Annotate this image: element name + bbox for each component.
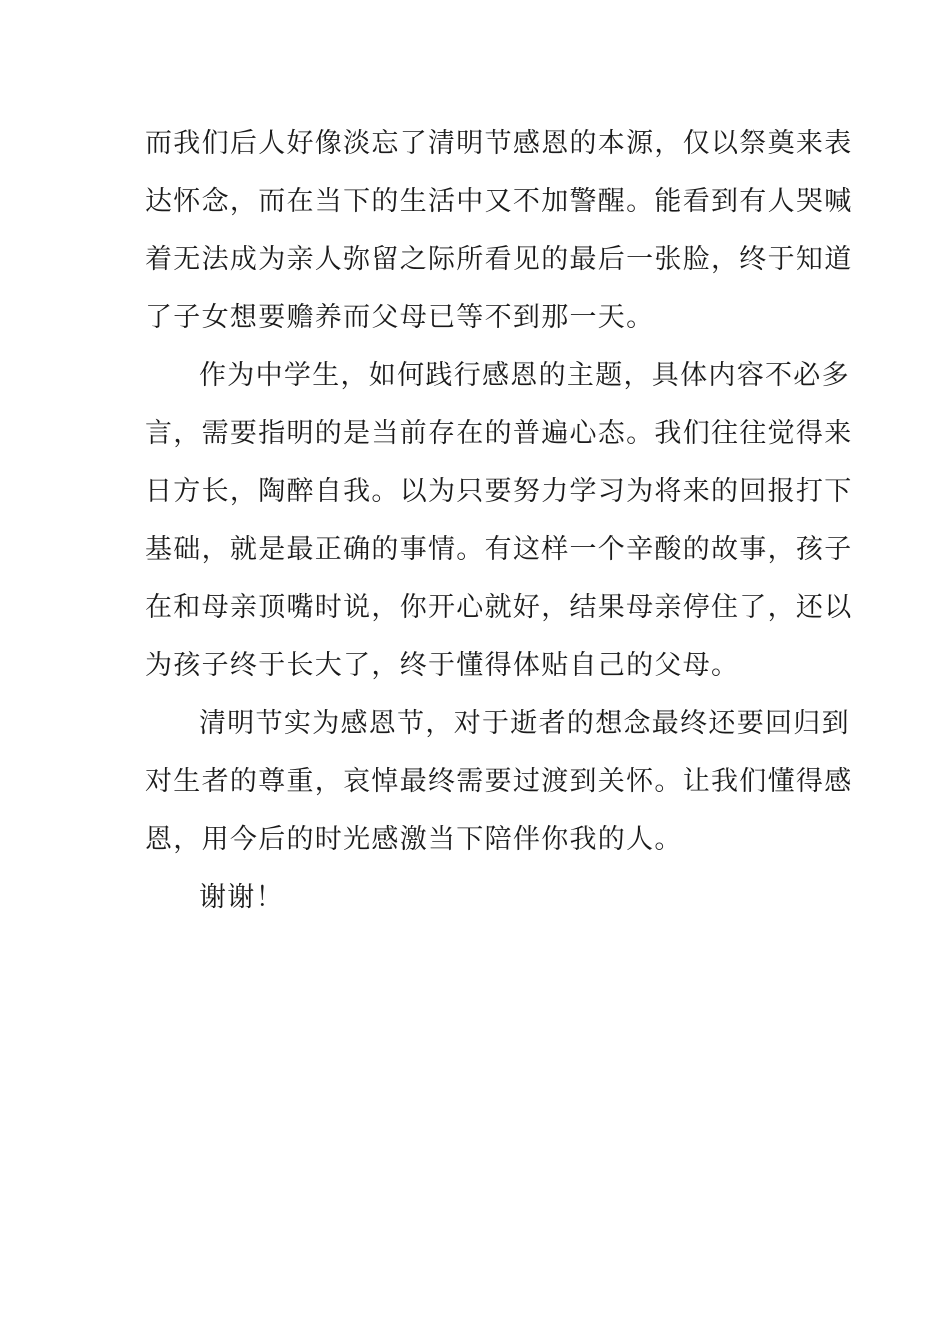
paragraph-line: 而我们后人好像淡忘了清明节感恩的本源，仅以祭奠来表	[145, 128, 853, 159]
paragraph-line: 在和母亲顶嘴时说，你开心就好，结果母亲停住了，还以	[145, 592, 853, 623]
paragraph-line: 作为中学生，如何践行感恩的主题，具体内容不必多	[199, 360, 850, 391]
paragraph-line: 清明节实为感恩节，对于逝者的想念最终还要回归到	[199, 708, 850, 739]
paragraph-line: 为孩子终于长大了，终于懂得体贴自己的父母。	[145, 650, 740, 681]
paragraph-line: 对生者的尊重，哀悼最终需要过渡到关怀。让我们懂得感	[145, 766, 853, 797]
paragraph-line: 基础，就是最正确的事情。有这样一个辛酸的故事，孩子	[145, 534, 853, 565]
closing-line: 谢谢！	[199, 882, 284, 913]
paragraph-4	[145, 869, 807, 927]
paragraph-3	[145, 695, 853, 869]
paragraph-line: 达怀念，而在当下的生活中又不加警醒。能看到有人哭喊	[145, 186, 853, 217]
paragraph-line: 了子女想要赡养而父母已等不到那一天。	[145, 302, 655, 333]
paragraph-line: 言，需要指明的是当前存在的普遍心态。我们往往觉得来	[145, 418, 853, 449]
paragraph-2	[145, 347, 853, 695]
document-body	[145, 115, 853, 927]
paragraph-line: 着无法成为亲人弥留之际所看见的最后一张脸，终于知道	[145, 244, 853, 275]
paragraph-line: 恩，用今后的时光感激当下陪伴你我的人。	[145, 824, 683, 855]
paragraph-1	[145, 115, 853, 347]
paragraph-line: 日方长，陶醉自我。以为只要努力学习为将来的回报打下	[145, 476, 853, 507]
